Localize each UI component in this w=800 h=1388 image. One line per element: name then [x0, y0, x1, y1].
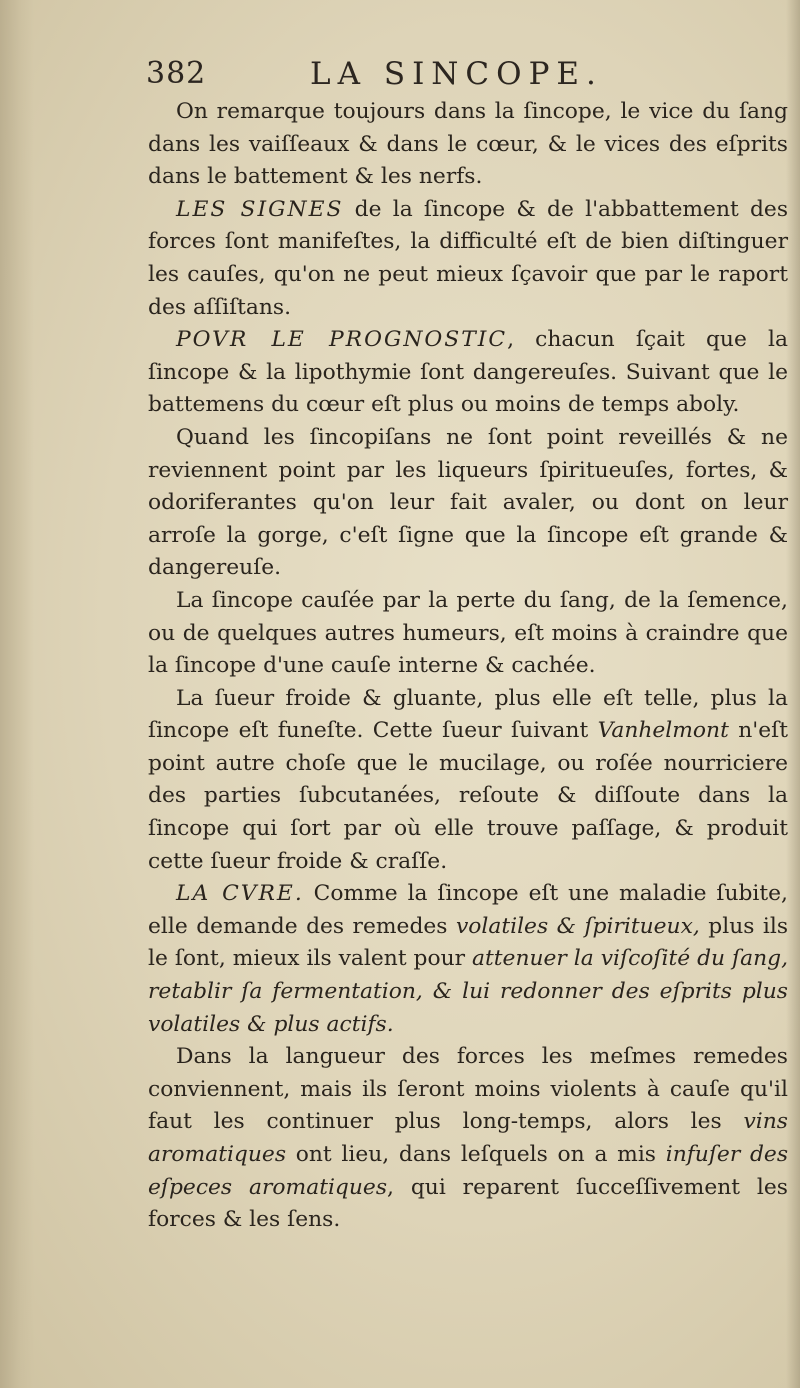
body-text: [148, 96, 788, 1237]
running-title: LA SINCOPE.: [310, 56, 603, 92]
section-heading-signes: LES SIGNES: [176, 196, 344, 222]
paragraph-cure: LA CVRE. Comme la ſincope eſt une maladie ſubite, elle demande des remedes volatiles & ſpiritueux, plus ils le ſont, mieux ils valent pour attenuer la viſcoſité du ſang, retablir ſa fermentation, & lui redonner des eſprits plus volatiles & plus actifs.: [148, 881, 789, 1037]
paragraph-signes: LES SIGNES de la ſincope & de l'abbattement des forces ſont manifeſtes, la difficulté eſt de bien diſtinguer les cauſes, qu'on ne peut mieux ſçavoir que par le raport des aſſiſtans.: [148, 196, 788, 320]
page-edge: [786, 0, 800, 1388]
paragraph-sincopisans: Quand les ſincopiſans ne ſont point reveillés & ne reviennent point par les liqueurs ſpiritueuſes, fortes, & odoriferantes qu'on leur fait avaler, ou dont on leur arroſe la gorge, c'eſt ſigne que la ſincope eſt grande & dangereuſe.: [148, 424, 788, 581]
paragraph-intro: On remarque toujours dans la ſincope, le vice du ſang dans les vaiſſeaux & dans le cœur, & le vices des eſprits dans le battement & les nerfs.: [148, 99, 788, 190]
page-header: [146, 56, 786, 96]
paragraph-sueur-froide: La ſueur froide & gluante, plus elle eſt telle, plus la ſincope eſt funeſte. Cette ſueur ſuivant Vanhelmont n'eſt point autre choſe que le mucilage, ou roſée nourriciere des parties ſubcutanées, reſoute & diſſoute dans la ſincope qui ſort par où elle trouve paſſage, & produit cette ſueur froide & craſſe.: [148, 685, 788, 874]
paragraph-prognostic: POVR LE PROGNOSTIC, chacun ſçait que la ſincope & la lipothymie ſont dangereuſes. Suivant que le battemens du cœur eſt plus ou moins de temps aboly.: [148, 327, 788, 418]
spine-shadow: [0, 0, 34, 1388]
section-heading-prognostic: POVR LE PROGNOSTIC: [176, 327, 508, 353]
author-name: Vanhelmont: [597, 718, 729, 744]
section-heading-cure: LA CVRE.: [176, 881, 304, 907]
paragraph-perte-du-sang: La ſincope cauſée par la perte du ſang, de la ſemence, ou de quelques autres humeurs, eſt moins à craindre que la ſincope d'une cauſe interne & cachée.: [148, 587, 788, 679]
page-number: 382: [146, 56, 207, 91]
paragraph-langueur: Dans la langueur des forces les meſmes remedes conviennent, mais ils ſeront moins violents à cauſe qu'il faut les continuer plus long-temps, alors les vins aromatiques ont lieu, dans leſquels on a mis infuſer des eſpeces aromatiques, qui reparent ſucceſſivement les forces & les ſens.: [148, 1044, 789, 1233]
